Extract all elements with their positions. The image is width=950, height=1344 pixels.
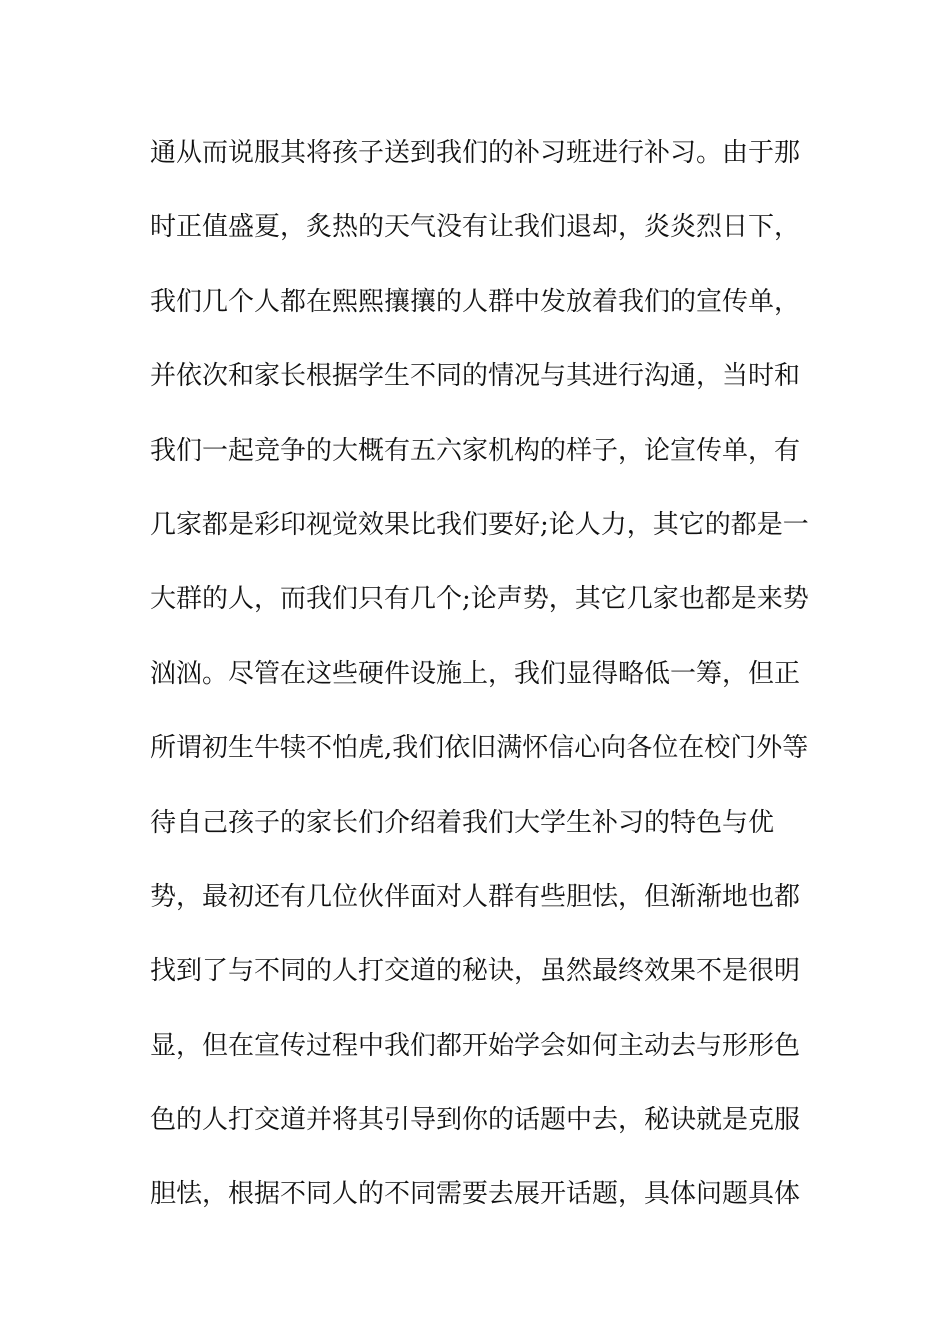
text-line: 时正值盛夏，炙热的天气没有让我们退却，炎炎烈日下， [150,212,801,243]
text-line: 大群的人，而我们只有几个;论声势，其它几家也都是来势 [150,584,809,615]
body-paragraph [150,129,810,1245]
text-line: 我们几个人都在熙熙攘攘的人群中发放着我们的宣传单， [150,286,801,317]
text-line: 我们一起竞争的大概有五六家机构的样子，论宣传单，有 [150,435,801,466]
text-line: 显，但在宣传过程中我们都开始学会如何主动去与形形色 [150,1030,801,1061]
text-line: 所谓初生牛犊不怕虎,我们依旧满怀信心向各位在校门外等 [150,733,809,764]
text-line: 汹汹。尽管在这些硬件设施上，我们显得略低一筹，但正 [150,658,801,689]
text-line: 几家都是彩印视觉效果比我们要好;论人力，其它的都是一 [150,509,809,540]
text-line: 找到了与不同的人打交道的秘诀，虽然最终效果不是很明 [150,956,801,987]
text-line: 胆怯，根据不同人的不同需要去展开话题，具体问题具体 [150,1179,801,1210]
text-line: 通从而说服其将孩子送到我们的补习班进行补习。由于那 [150,138,801,168]
text-line: 势，最初还有几位伙伴面对人群有些胆怯，但渐渐地也都 [150,881,801,912]
text-line: 并依次和家长根据学生不同的情况与其进行沟通，当时和 [150,361,801,392]
text-line: 待自己孩子的家长们介绍着我们大学生补习的特色与优 [150,807,775,838]
text-line: 色的人打交道并将其引导到你的话题中去，秘诀就是克服 [150,1105,801,1136]
